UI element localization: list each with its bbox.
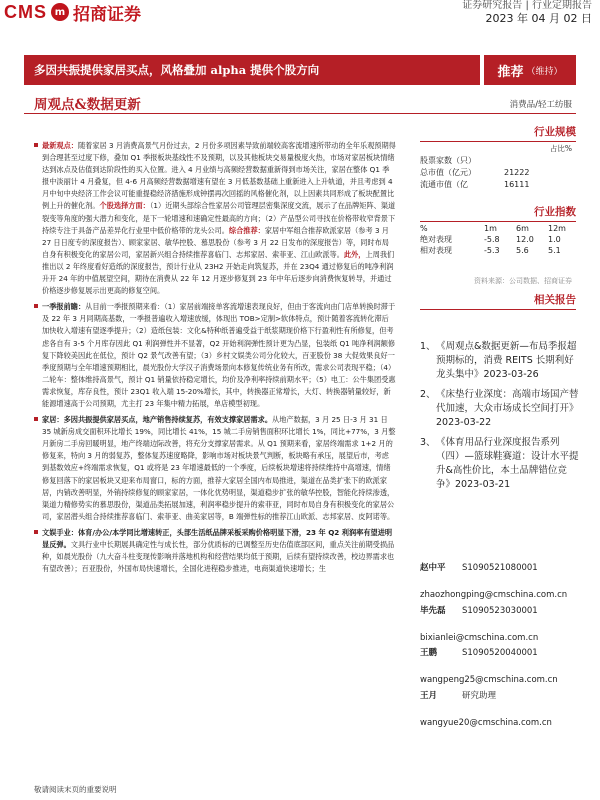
index-row-label: 相对表现 (420, 246, 452, 255)
report-title-banner (24, 55, 480, 85)
bullet-icon (34, 530, 38, 534)
paragraph-highlight: 此外， (343, 249, 366, 259)
paragraph-lead: 家居：多因共振提供家居买点，地产销售持续复苏，有效支撑家居需求。 (42, 415, 273, 425)
index-cell: 1.0 (548, 235, 561, 244)
section-divider (420, 141, 576, 142)
paragraph-text: （1）近期头部综合性家居公司管理层密集深度交流，展示了在品牌矩阵、渠道裂变等角度的强大潜力和变化，是下一轮增速和速确定性最高的方向；（2）产品型公司寻找在价格带收窄背景下持续专注于具备产品差异化行业里中低价格带的龙头公司。 (42, 201, 396, 235)
index-header-row (420, 223, 576, 234)
paragraph-q1-preview (42, 301, 396, 410)
analyst-email[interactable]: wangpeng25@cmschina.com.cn (420, 675, 558, 685)
paragraph-home-furnishing (42, 414, 396, 523)
paragraph-text: 从地产数据，3 月 25 日-3 月 31 日 35 城新房成交面积环比增长 19%，同比增长 41%，15 城二手房销售面积环比增长 1%，同比+77%，3 月整月新房二手房回暖明显，地产终端边际改善，将充分支撑家居需求。从 Q1 预期来看，家居终端需求 1+2 月的修复来，特向 3 月的弱复苏，整体复苏速度略降，影响市场对板块景气判断，板块略有承压，展望后市，考虑到基数效应+终端需求恢复，Q1 或将是 23 年增速最低的一个季度，后续板块增速将持续维持中高增速，情绪修复回落下的家居板块又迎来布局窗口，标的方面，推荐大家居全国内布局推进，渠道在品类扩张下的欧派家居，内销改善明显，外销持续修复的顾家家居，一体化优势明显，渠道稳步扩张的敏华控股，智能化持续渗透，渠道力精修势实的慕思股份，渠道品类拓展加速，利润率稳步提升的索菲亚，同时布局自身有积极变化的家居公司，家居潜头组合持续推荐喜临门、索菲亚、曲美家居等，B 端弹性标的推荐江山欧派、志邦家居、皮阿诺等。 (42, 415, 396, 521)
analyst-email[interactable]: bixianlei@cmschina.com.cn (420, 632, 539, 643)
analyst-name: 毕先磊 (420, 605, 446, 616)
index-cell: -5.8 (484, 235, 500, 244)
report-title: 多因共振提供家居买点，风格叠加 alpha 提供个股方向 (34, 63, 320, 77)
related-report-item[interactable] (420, 436, 580, 492)
industry-index-heading: 行业指数 (534, 206, 576, 218)
analyst-id: S1090521080001 (462, 563, 538, 573)
scale-row (420, 179, 529, 191)
paragraph-highlight: 综合推荐： (228, 225, 265, 235)
scale-value: 21222 (504, 168, 530, 177)
analyst-name: 赵中平 (420, 563, 446, 573)
report-date: 2023 年 04 月 02 日 (485, 12, 592, 25)
analyst-block (420, 562, 580, 603)
industry-label: 消费品/轻工纺服 (509, 100, 572, 110)
related-report-number: 2、 (420, 389, 436, 400)
index-cell: 5.6 (516, 246, 529, 255)
header-divider (24, 113, 576, 114)
index-cell: 5.1 (548, 246, 561, 255)
related-reports-heading: 相关报告 (534, 294, 576, 306)
analyst-block (420, 647, 580, 688)
logo-mark-icon: m (51, 3, 69, 21)
bullet-icon (34, 304, 38, 308)
rating-sub: （维持） (526, 66, 563, 77)
analyst-block (420, 605, 580, 646)
related-report-item[interactable] (420, 340, 580, 382)
index-col-header: % (420, 224, 428, 233)
analyst-email[interactable]: zhaozhongping@cmschina.com.cn (420, 590, 568, 600)
related-reports-list (420, 340, 580, 498)
analyst-name: 王月 (420, 690, 438, 701)
related-report-number: 3、 (420, 437, 436, 448)
scale-row (420, 167, 529, 179)
index-col-header: 1m (484, 224, 497, 233)
index-row-relative (420, 245, 576, 256)
analyst-list (420, 562, 580, 732)
index-row-absolute (420, 234, 576, 245)
index-source-note: 资料来源：公司数据、招商证券 (474, 277, 572, 285)
main-body (42, 140, 396, 579)
analyst-id: S1090520040001 (462, 648, 538, 658)
paragraph-text: 随着家居 3 月消费高景气月份过去，2 月份多项因素导致前端较高客流增速所带动的全年乐观预期得到合理甚至过度下修，叠加 Q1 季报板块基线性不及预期，以及其他板块交易量极度火热，市场对家居板块情绪达到冰点及估值到达阶段性的买入位置。进入 4 月业绩与高频经营数据重新得到市场关注，家居在整体 Q1 季报中淡丽计 4 月叠复，但 4-6 月高频经营数据增速有望在 3 月低基数基础上重新进入上升轨道，并且考虑到 4 月中旬中央经济工作会议可能重提稳经济措施形成钟摆再次回摇的风格催化剂，以上因素共同形成了板块配置比例上升的催化剂。 (42, 141, 396, 211)
related-report-title: 《床垫行业深度：高端市场国产替代加速，大众市场成长空间打开》2023-03-22 (436, 389, 579, 428)
section-subtitle: 周观点&数据更新 (34, 97, 141, 113)
logo-text-cn: 招商证券 (73, 4, 141, 25)
index-col-header: 6m (516, 224, 529, 233)
industry-scale-heading: 行业规模 (534, 126, 576, 138)
scale-value: 16111 (504, 180, 530, 189)
logo-text-en: CMS (4, 1, 47, 22)
paragraph-highlight: 个股选择方面： (99, 201, 150, 211)
paragraph-lead: 一季报前瞻： (42, 302, 86, 312)
paragraph-text: 家居中军组合推荐欧派家居（参考 3 月 27 日日度专的深度报告）、顾家家居、敏华控股、慕思股份（参考 3 月 22 日发布的深度报告）等，同时布局自身有积极变化的家居公司，家居新兴组合持续推荐喜临门、志邦家居、索菲亚、江山欧派等。 (42, 225, 389, 259)
industry-index-table (420, 223, 576, 256)
index-col-header: 12m (548, 224, 566, 233)
index-cell: -5.3 (484, 246, 500, 255)
section-divider (420, 221, 576, 222)
scale-key: 总市值（亿元） (420, 168, 476, 177)
paragraph-latest-view (42, 140, 396, 297)
analyst-id: 研究助理 (462, 690, 497, 701)
analyst-block (420, 690, 580, 731)
paragraph-text: 文具行业中长期展具确定性与成长性，部分优质标的已调整至历史估值底部区间，重点关注前期受损品种，如晨光股份（九大奋斗柱变现传影响并落地机构和经营结果均低于预期，后续有望持续改善，校边界需求也有望改善）；百亚股份，外国布局快速增长，全国化进程稳步推进，电商渠道快速增长；生 (42, 540, 395, 574)
analyst-email[interactable]: wangyue20@cmschina.com.cn (420, 717, 552, 728)
analyst-name: 王鹏 (420, 648, 438, 658)
rating-label: 推荐 (497, 64, 524, 80)
related-report-title: 《体育用品行业深度报告系列（四）—篮球鞋赛道：设计水平提升&高性价比，本土品牌错位竞争》2023-03-21 (436, 437, 579, 490)
paragraph-lead: 最新观点： (42, 141, 78, 150)
company-logo (4, 0, 141, 24)
report-type: 证券研究报告 | 行业定期报告 (462, 0, 592, 11)
pct-label: 占比% (549, 144, 572, 153)
section-divider (420, 309, 576, 310)
scale-row (420, 155, 529, 167)
related-report-title: 《周观点&数据更新—布局季报超预期标的，消费 REITS 长期利好龙头集中》2023-03-26 (436, 341, 577, 380)
paragraph-stationery (42, 527, 396, 575)
index-cell: 12.0 (516, 235, 534, 244)
analyst-id: S1090523030001 (462, 605, 538, 616)
footer-disclaimer: 敬请阅读末页的重要说明 (34, 785, 117, 794)
bullet-icon (34, 417, 38, 421)
paragraph-text: 上周我们推出以 2 年终度看好造纸的深度报告，预计行业从 23H2 开始走向筑复苏，并在 23Q4 通过修复后的吨净利润升开 24 年的中值展望空间，期待在消费从 22 年 12 月逐步修复到 23 年中年后逐步向消费恢复转导，并通过价格逐步修复展示出更高的修复空间。 (42, 249, 395, 296)
related-report-item[interactable] (420, 388, 580, 430)
paragraph-lead: 文娱手业：体育/办公/本学同比增速转正，头部生活纸品牌采板采购价格明显下滑，23 年 Q2 利润率有望进明显反弹。 (42, 527, 393, 549)
index-row-label: 绝对表现 (420, 235, 452, 244)
rating-badge (484, 55, 576, 85)
related-report-number: 1、 (420, 341, 436, 352)
industry-scale-table (420, 155, 529, 191)
bullet-icon (34, 143, 38, 147)
paragraph-text: 从目前一季报预期来看：（1）家居前端接单客流增速表现良好，但由于客流向由门店单转换时滞于及 22 年 3 月同期高基数，一季报普遍收入增速放缓，体现出 TOB>定制>软体特点，预计随着客流转化滞后加快收入增速有望逐季提升；（2）造纸包装：文化&特种纸普遍受益于纸浆期现价格下行盈利性有所修复，但考虑各自有 3-5 个月库存因此 Q1 利润弹性并不显著，Q2 开始利润弹性预计更为凸显，包装纸 Q1 吨净利润额修复下降较美因此在低位，预计 Q2 景气改善有望；（3）乡村文娱类公司分化较大，百亚股份 38 大促效果良好一季度预期与全年增速预期相比，晨光股份大学汉子消费场景向本修复传统业务有所改，需求公司表现平稳；（4）二轮车：整体维持高景气，预计 Q1 销量依持稳定增长，均价及净利率持续前期水平；（5）电工：公牛集团受惠需求恢复，库存良性，预计 23Q1 收入端 15-20%增长，其中，转换器正常增长，大灯、转换器销量较好，新能源增速高于公司预期，尤主打 23 年集中精力拓展，单店模型初现。 (42, 302, 396, 408)
scale-key: 股票家数（只） (420, 156, 476, 165)
scale-key: 流通市值（亿 (420, 180, 468, 189)
